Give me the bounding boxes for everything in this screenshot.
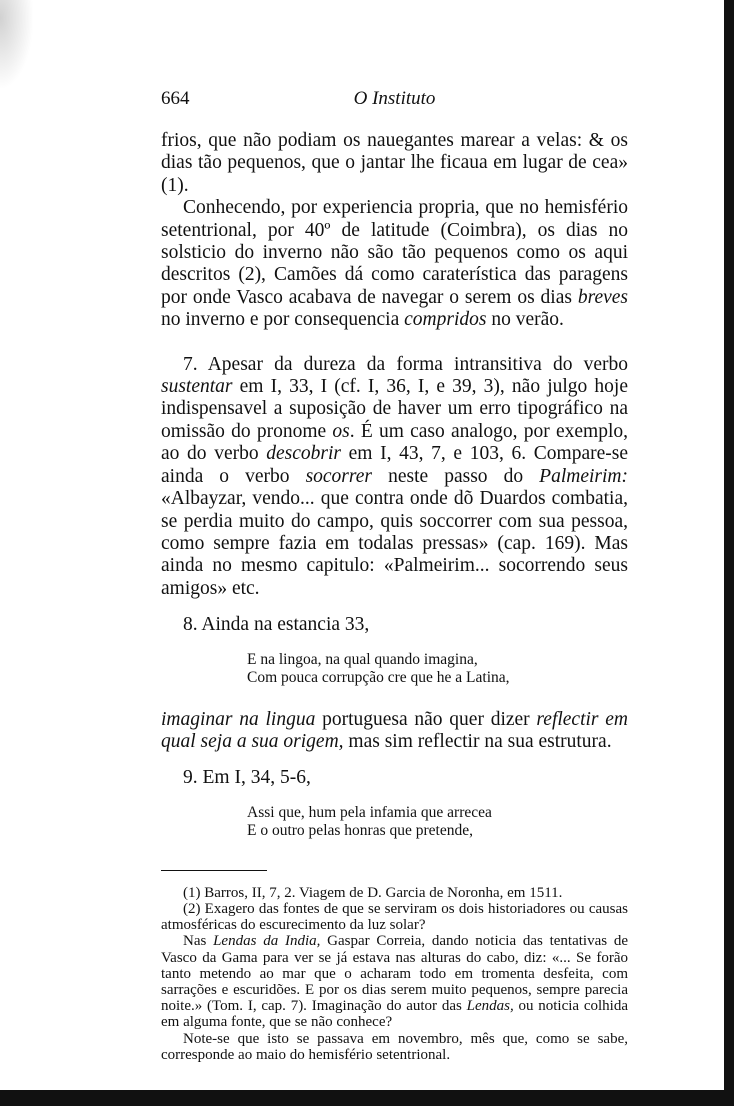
footnote-2-continued: Nas Lendas da India, Gaspar Correia, dando noticia das tentativas de Vasco da Gama para ver se já estava nas alturas do cabo, diz: «... Se forão tanto metendo ao mar que o acharam todo em tromenta desfeita, com sarrações e escuridões. E por os dias serem muito pequenos, sempre parecia noite.» (Tom. I, cap. 7). Imaginação do autor das Lendas, ou noticia colhida em alguma fonte, que se não conhece? xyxy=(161,933,629,1031)
running-title: O Instituto xyxy=(353,88,436,109)
verse-line: Assi que, hum pela infamia que arrecea xyxy=(247,803,492,821)
scan-border-bottom xyxy=(0,1090,734,1106)
page-header xyxy=(161,88,628,114)
verse-line: E na lingoa, na qual quando imagina, xyxy=(247,650,478,668)
page-body xyxy=(161,130,628,1063)
paragraph-9: 9. Em I, 34, 5-6, xyxy=(183,767,311,789)
italic-breves: breves xyxy=(577,286,628,308)
paragraph-8: 8. Ainda na estancia 33, xyxy=(183,614,370,636)
paragraph-imaginar: imaginar na lingua portuguesa não quer dizer reflectir em qual seja a sua origem, mas sim reflectir na sua estrutura. xyxy=(161,708,628,752)
footnotes xyxy=(161,885,628,1063)
verse-line: Com pouca corrupção cre que he a Latina, xyxy=(247,668,510,686)
paragraph-camoes: Conhecendo, por experiencia propria, que no hemisfério setentrional, por 40º de latitude (Coimbra), os dias no solsticio do inverno não são tão pequenos como os aqui descritos (2), Camões dá como caraterística das paragens por onde Vasco acabava de navegar o serem os dias breves no inverno e por consequencia compridos no verão. xyxy=(161,197,628,331)
footnote-2-note: Note-se que isto se passava em novembro, mês que, como se sabe, corresponde ao maio do hemisfério setentrional. xyxy=(161,1030,628,1063)
footnote-divider xyxy=(161,870,267,871)
paragraph-continuation: frios, que não podiam os nauegantes marear a velas: & os dias tão pequenos, que o jantar lhe ficaua em lugar de cea» (1). xyxy=(161,130,628,196)
verse-line: E o outro pelas honras que pretende, xyxy=(247,821,473,839)
verse-quote-2 xyxy=(161,804,628,840)
scan-border-right xyxy=(724,0,734,1106)
page-number: 664 xyxy=(161,88,190,109)
verse-quote-1 xyxy=(161,651,628,687)
italic-compridos: compridos xyxy=(404,309,487,331)
footnote-2: (2) Exagero das fontes de que se serviram os dois historiadores ou causas atmosféricas do escurecimento da luz solar? xyxy=(161,900,628,934)
scan-smudge xyxy=(0,0,34,90)
paragraph-7: 7. Apesar da dureza da forma intransitiva do verbo sustentar em I, 33, I (cf. I, 36, I, e 39, 3), não julgo hoje indispensavel a suposição de haver um erro tipográfico na omissão do pronome os. É um caso analogo, por exemplo, ao do verbo descobrir em I, 43, 7, e 103, 6. Compare-se ainda o verbo socorrer neste passo do Palmeirim: «Albayzar, vendo... que contra onde dõ Duardos combatia, se perdia muito do campo, quis soccorrer com sua pessoa, como sempre fazia em todalas pressas» (cap. 169). Mas ainda no mesmo capitulo: «Palmeirim... socorrendo seus amigos» etc. xyxy=(161,353,628,599)
footnote-1: (1) Barros, II, 7, 2. Viagem de D. Garcia de Noronha, em 1511. xyxy=(183,884,563,901)
